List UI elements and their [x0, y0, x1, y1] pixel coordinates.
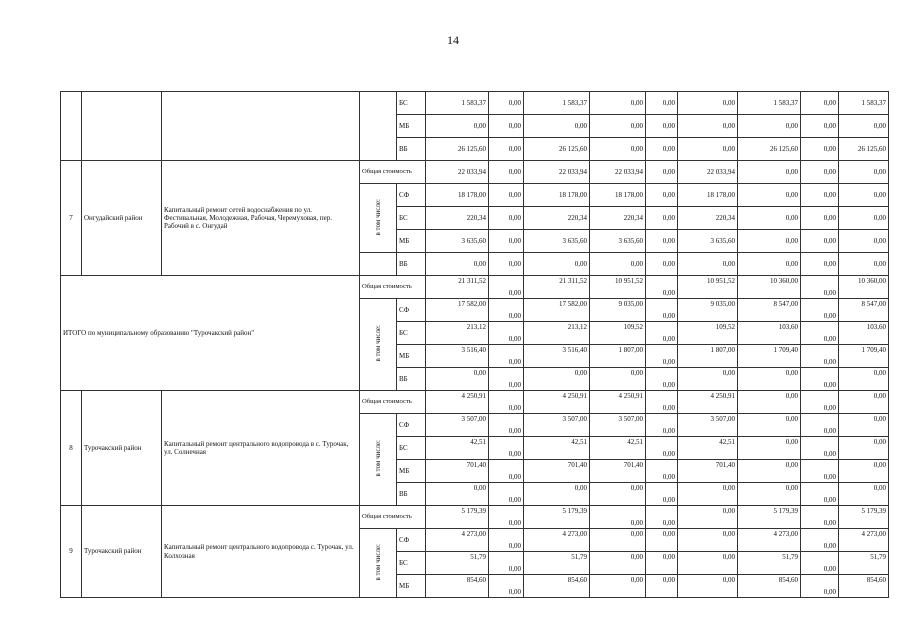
value-cell: 4 273,00 [839, 529, 889, 552]
cell-vertical [360, 92, 397, 161]
value-cell: 0,00 [489, 391, 524, 414]
value-cell: 220,34 [426, 207, 489, 230]
value-cell: 109,52 [590, 322, 646, 345]
value-cell: 21 311,52 [426, 276, 489, 299]
value-cell: 3 516,40 [426, 345, 489, 368]
value-cell: 0,00 [590, 138, 646, 161]
cell-description [162, 92, 360, 161]
table-row [61, 161, 889, 184]
value-cell: 0,00 [646, 161, 678, 184]
value-cell: 1 583,37 [426, 92, 489, 115]
value-cell: 0,00 [738, 207, 801, 230]
value-cell: 18 178,00 [678, 184, 738, 207]
value-cell: 0,00 [678, 552, 738, 575]
value-cell: 0,00 [489, 207, 524, 230]
value-cell: 0,00 [489, 253, 524, 276]
value-cell: 4 273,00 [426, 529, 489, 552]
value-cell: 22 033,94 [678, 161, 738, 184]
source-label: СФ [397, 529, 426, 552]
project-description: Капитальный ремонт сетей водоснабжения по ул. Фестивальная, Молодежная, Рабочая, Черемуховая, пер. Рабочий в с. Онгудай [162, 161, 360, 276]
district-name: Турочакский район [82, 391, 162, 506]
value-cell: 0,00 [738, 460, 801, 483]
total-cost-label: Общая стоимость [360, 161, 426, 184]
value-cell: 220,34 [590, 207, 646, 230]
source-label: СФ [397, 184, 426, 207]
value-cell: 3 516,40 [524, 345, 590, 368]
value-cell: 0,00 [738, 414, 801, 437]
value-cell: 0,00 [839, 460, 889, 483]
value-cell: 0,00 [801, 207, 839, 230]
value-cell: 0,00 [839, 161, 889, 184]
value-cell: 0,00 [646, 368, 678, 391]
value-cell: 0,00 [738, 368, 801, 391]
value-cell: 10 360,00 [839, 276, 889, 299]
value-cell: 0,00 [646, 138, 678, 161]
value-cell: 0,00 [646, 322, 678, 345]
value-cell: 1 583,37 [839, 92, 889, 115]
source-label: БС [397, 552, 426, 575]
value-cell: 0,00 [678, 138, 738, 161]
value-cell: 18 178,00 [524, 184, 590, 207]
value-cell: 9 035,00 [590, 299, 646, 322]
value-cell: 26 125,60 [839, 138, 889, 161]
value-cell: 0,00 [646, 253, 678, 276]
source-label: БС [397, 92, 426, 115]
value-cell: 0,00 [839, 437, 889, 460]
value-cell: 0,00 [839, 368, 889, 391]
in-that-number-text: в том числе: [373, 198, 382, 236]
value-cell: 0,00 [646, 414, 678, 437]
value-cell: 51,79 [524, 552, 590, 575]
value-cell: 0,00 [646, 345, 678, 368]
value-cell: 1 583,37 [738, 92, 801, 115]
value-cell: 0,00 [646, 575, 678, 598]
value-cell: 1 709,40 [738, 345, 801, 368]
value-cell: 854,60 [738, 575, 801, 598]
value-cell: 0,00 [590, 253, 646, 276]
value-cell: 5 179,39 [738, 506, 801, 529]
value-cell: 3 507,00 [524, 414, 590, 437]
table-row [61, 506, 889, 529]
project-description: Капитальный ремонт центрального водопровода в с. Турочак, ул. Солнечная [162, 391, 360, 506]
value-cell: 0,00 [524, 483, 590, 506]
value-cell: 0,00 [590, 575, 646, 598]
value-cell: 3 635,60 [426, 230, 489, 253]
value-cell: 0,00 [489, 92, 524, 115]
in-that-number-label [360, 529, 397, 598]
value-cell: 0,00 [590, 529, 646, 552]
value-cell: 0,00 [489, 368, 524, 391]
value-cell: 0,00 [738, 115, 801, 138]
value-cell: 0,00 [801, 552, 839, 575]
value-cell: 5 179,39 [426, 506, 489, 529]
value-cell: 701,40 [590, 460, 646, 483]
cell-no [61, 92, 82, 161]
value-cell: 10 951,52 [678, 276, 738, 299]
value-cell: 854,60 [426, 575, 489, 598]
value-cell: 0,00 [839, 391, 889, 414]
value-cell: 220,34 [678, 207, 738, 230]
value-cell: 0,00 [489, 299, 524, 322]
value-cell: 0,00 [801, 391, 839, 414]
value-cell: 5 179,39 [524, 506, 590, 529]
in-that-number-text: в том числе: [373, 543, 382, 581]
value-cell: 0,00 [489, 506, 524, 529]
value-cell: 26 125,60 [426, 138, 489, 161]
value-cell: 26 125,60 [738, 138, 801, 161]
in-that-number-label [360, 414, 397, 506]
value-cell: 0,00 [646, 207, 678, 230]
value-cell: 854,60 [839, 575, 889, 598]
value-cell: 0,00 [801, 483, 839, 506]
table-row [61, 92, 889, 115]
value-cell: 0,00 [801, 529, 839, 552]
value-cell: 8 547,00 [738, 299, 801, 322]
value-cell: 0,00 [426, 483, 489, 506]
value-cell: 0,00 [590, 483, 646, 506]
value-cell: 1 709,40 [839, 345, 889, 368]
value-cell: 5 179,39 [839, 506, 889, 529]
value-cell: 0,00 [801, 345, 839, 368]
value-cell: 0,00 [646, 299, 678, 322]
value-cell: 0,00 [801, 115, 839, 138]
value-cell: 0,00 [646, 391, 678, 414]
district-name: Турочакский район [82, 506, 162, 598]
district-name: Онгудайский район [82, 161, 162, 276]
value-cell: 0,00 [738, 253, 801, 276]
value-cell: 0,00 [646, 184, 678, 207]
source-label: МБ [397, 345, 426, 368]
value-cell: 0,00 [646, 437, 678, 460]
value-cell: 4 250,91 [590, 391, 646, 414]
in-that-number-label [360, 184, 397, 253]
value-cell: 0,00 [489, 322, 524, 345]
value-cell: 0,00 [489, 161, 524, 184]
source-label: МБ [397, 115, 426, 138]
table-row [61, 391, 889, 414]
value-cell: 3 507,00 [590, 414, 646, 437]
value-cell: 0,00 [839, 115, 889, 138]
value-cell: 0,00 [489, 345, 524, 368]
value-cell: 0,00 [738, 437, 801, 460]
source-label: ВБ [397, 368, 426, 391]
value-cell: 0,00 [678, 368, 738, 391]
value-cell: 0,00 [801, 322, 839, 345]
source-label: СФ [397, 414, 426, 437]
value-cell: 0,00 [839, 207, 889, 230]
source-label: СФ [397, 299, 426, 322]
value-cell: 0,00 [678, 253, 738, 276]
value-cell: 0,00 [646, 552, 678, 575]
in-that-number-text: в том числе: [373, 440, 382, 477]
value-cell: 10 951,52 [590, 276, 646, 299]
value-cell: 0,00 [801, 276, 839, 299]
value-cell: 0,00 [646, 276, 678, 299]
value-cell: 0,00 [678, 115, 738, 138]
cell-district [82, 92, 162, 161]
value-cell: 701,40 [426, 460, 489, 483]
value-cell: 42,51 [524, 437, 590, 460]
value-cell: 0,00 [839, 230, 889, 253]
value-cell: 0,00 [738, 230, 801, 253]
project-description: Капитальный ремонт центрального водопровода с. Турочак, ул. Колхозная [162, 506, 360, 598]
value-cell: 42,51 [678, 437, 738, 460]
value-cell: 0,00 [646, 506, 678, 529]
value-cell: 0,00 [489, 552, 524, 575]
value-cell: 220,34 [524, 207, 590, 230]
value-cell: 51,79 [839, 552, 889, 575]
value-cell: 0,00 [801, 368, 839, 391]
value-cell: 1 807,00 [590, 345, 646, 368]
value-cell: 0,00 [489, 483, 524, 506]
value-cell: 0,00 [801, 161, 839, 184]
value-cell: 0,00 [646, 483, 678, 506]
row-number: 7 [61, 161, 82, 276]
value-cell: 0,00 [801, 138, 839, 161]
value-cell: 0,00 [646, 460, 678, 483]
value-cell: 0,00 [590, 368, 646, 391]
value-cell: 0,00 [489, 575, 524, 598]
source-label: ВБ [397, 138, 426, 161]
value-cell: 3 507,00 [678, 414, 738, 437]
value-cell: 0,00 [839, 483, 889, 506]
value-cell: 10 360,00 [738, 276, 801, 299]
value-cell: 3 635,60 [678, 230, 738, 253]
value-cell: 0,00 [801, 299, 839, 322]
itogo-title: ИТОГО по муниципальному образованию "Турочакский район" [61, 276, 360, 391]
value-cell: 0,00 [839, 184, 889, 207]
value-cell: 0,00 [801, 575, 839, 598]
value-cell: 0,00 [678, 575, 738, 598]
source-label: БС [397, 437, 426, 460]
value-cell: 42,51 [426, 437, 489, 460]
value-cell: 0,00 [489, 276, 524, 299]
value-cell: 8 547,00 [839, 299, 889, 322]
value-cell: 0,00 [489, 437, 524, 460]
source-label: МБ [397, 575, 426, 598]
value-cell: 0,00 [801, 253, 839, 276]
value-cell: 701,40 [678, 460, 738, 483]
value-cell: 0,00 [801, 184, 839, 207]
value-cell: 0,00 [801, 92, 839, 115]
value-cell: 0,00 [678, 92, 738, 115]
value-cell: 0,00 [489, 529, 524, 552]
value-cell: 0,00 [590, 552, 646, 575]
value-cell: 213,12 [524, 322, 590, 345]
value-cell: 0,00 [489, 460, 524, 483]
value-cell: 0,00 [678, 529, 738, 552]
value-cell: 0,00 [646, 230, 678, 253]
in-that-number-label [360, 299, 397, 391]
row-number: 9 [61, 506, 82, 598]
value-cell: 17 582,00 [426, 299, 489, 322]
value-cell: 0,00 [678, 506, 738, 529]
value-cell: 51,79 [426, 552, 489, 575]
value-cell: 4 250,91 [426, 391, 489, 414]
value-cell: 0,00 [738, 161, 801, 184]
value-cell: 1 807,00 [678, 345, 738, 368]
source-label: МБ [397, 230, 426, 253]
value-cell: 0,00 [426, 253, 489, 276]
value-cell: 0,00 [646, 529, 678, 552]
value-cell: 0,00 [839, 414, 889, 437]
value-cell: 4 250,91 [524, 391, 590, 414]
value-cell: 103,60 [839, 322, 889, 345]
value-cell: 0,00 [801, 506, 839, 529]
value-cell: 42,51 [590, 437, 646, 460]
value-cell: 3 635,60 [524, 230, 590, 253]
value-cell: 0,00 [738, 184, 801, 207]
value-cell: 0,00 [646, 115, 678, 138]
value-cell: 0,00 [839, 253, 889, 276]
funding-table [60, 91, 889, 598]
source-label: МБ [397, 460, 426, 483]
value-cell: 22 033,94 [590, 161, 646, 184]
value-cell: 18 178,00 [426, 184, 489, 207]
value-cell: 21 311,52 [524, 276, 590, 299]
value-cell: 0,00 [590, 506, 646, 529]
value-cell: 0,00 [524, 253, 590, 276]
value-cell: 213,12 [426, 322, 489, 345]
value-cell: 22 033,94 [524, 161, 590, 184]
value-cell: 0,00 [590, 92, 646, 115]
value-cell: 0,00 [801, 460, 839, 483]
value-cell: 103,60 [738, 322, 801, 345]
row-number: 8 [61, 391, 82, 506]
value-cell: 854,60 [524, 575, 590, 598]
source-label: БС [397, 207, 426, 230]
value-cell: 0,00 [489, 414, 524, 437]
value-cell: 0,00 [489, 115, 524, 138]
value-cell: 109,52 [678, 322, 738, 345]
value-cell: 0,00 [426, 368, 489, 391]
value-cell: 51,79 [738, 552, 801, 575]
value-cell: 18 178,00 [590, 184, 646, 207]
total-cost-label: Общая стоимость [360, 276, 426, 299]
value-cell: 0,00 [489, 138, 524, 161]
value-cell: 0,00 [524, 115, 590, 138]
table-row [61, 276, 889, 299]
value-cell: 0,00 [489, 184, 524, 207]
value-cell: 0,00 [738, 483, 801, 506]
value-cell: 17 582,00 [524, 299, 590, 322]
page-number: 14 [447, 33, 459, 47]
source-label: БС [397, 322, 426, 345]
value-cell: 0,00 [590, 115, 646, 138]
value-cell: 9 035,00 [678, 299, 738, 322]
value-cell: 4 273,00 [524, 529, 590, 552]
value-cell: 0,00 [801, 437, 839, 460]
value-cell: 0,00 [524, 368, 590, 391]
value-cell: 0,00 [801, 230, 839, 253]
source-label: ВБ [397, 483, 426, 506]
value-cell: 4 250,91 [678, 391, 738, 414]
value-cell: 701,40 [524, 460, 590, 483]
in-that-number-text: в том числе: [373, 325, 382, 362]
value-cell: 0,00 [426, 115, 489, 138]
value-cell: 0,00 [738, 391, 801, 414]
value-cell: 0,00 [801, 414, 839, 437]
value-cell: 3 507,00 [426, 414, 489, 437]
source-label: ВБ [397, 253, 426, 276]
value-cell: 26 125,60 [524, 138, 590, 161]
value-cell: 0,00 [646, 92, 678, 115]
value-cell: 22 033,94 [426, 161, 489, 184]
value-cell: 0,00 [678, 483, 738, 506]
total-cost-label: Общая стоимость [360, 391, 426, 414]
total-cost-label: Общая стоимость [360, 506, 426, 529]
cell-empty [360, 253, 397, 276]
value-cell: 0,00 [489, 230, 524, 253]
value-cell: 1 583,37 [524, 92, 590, 115]
value-cell: 3 635,60 [590, 230, 646, 253]
value-cell: 4 273,00 [738, 529, 801, 552]
